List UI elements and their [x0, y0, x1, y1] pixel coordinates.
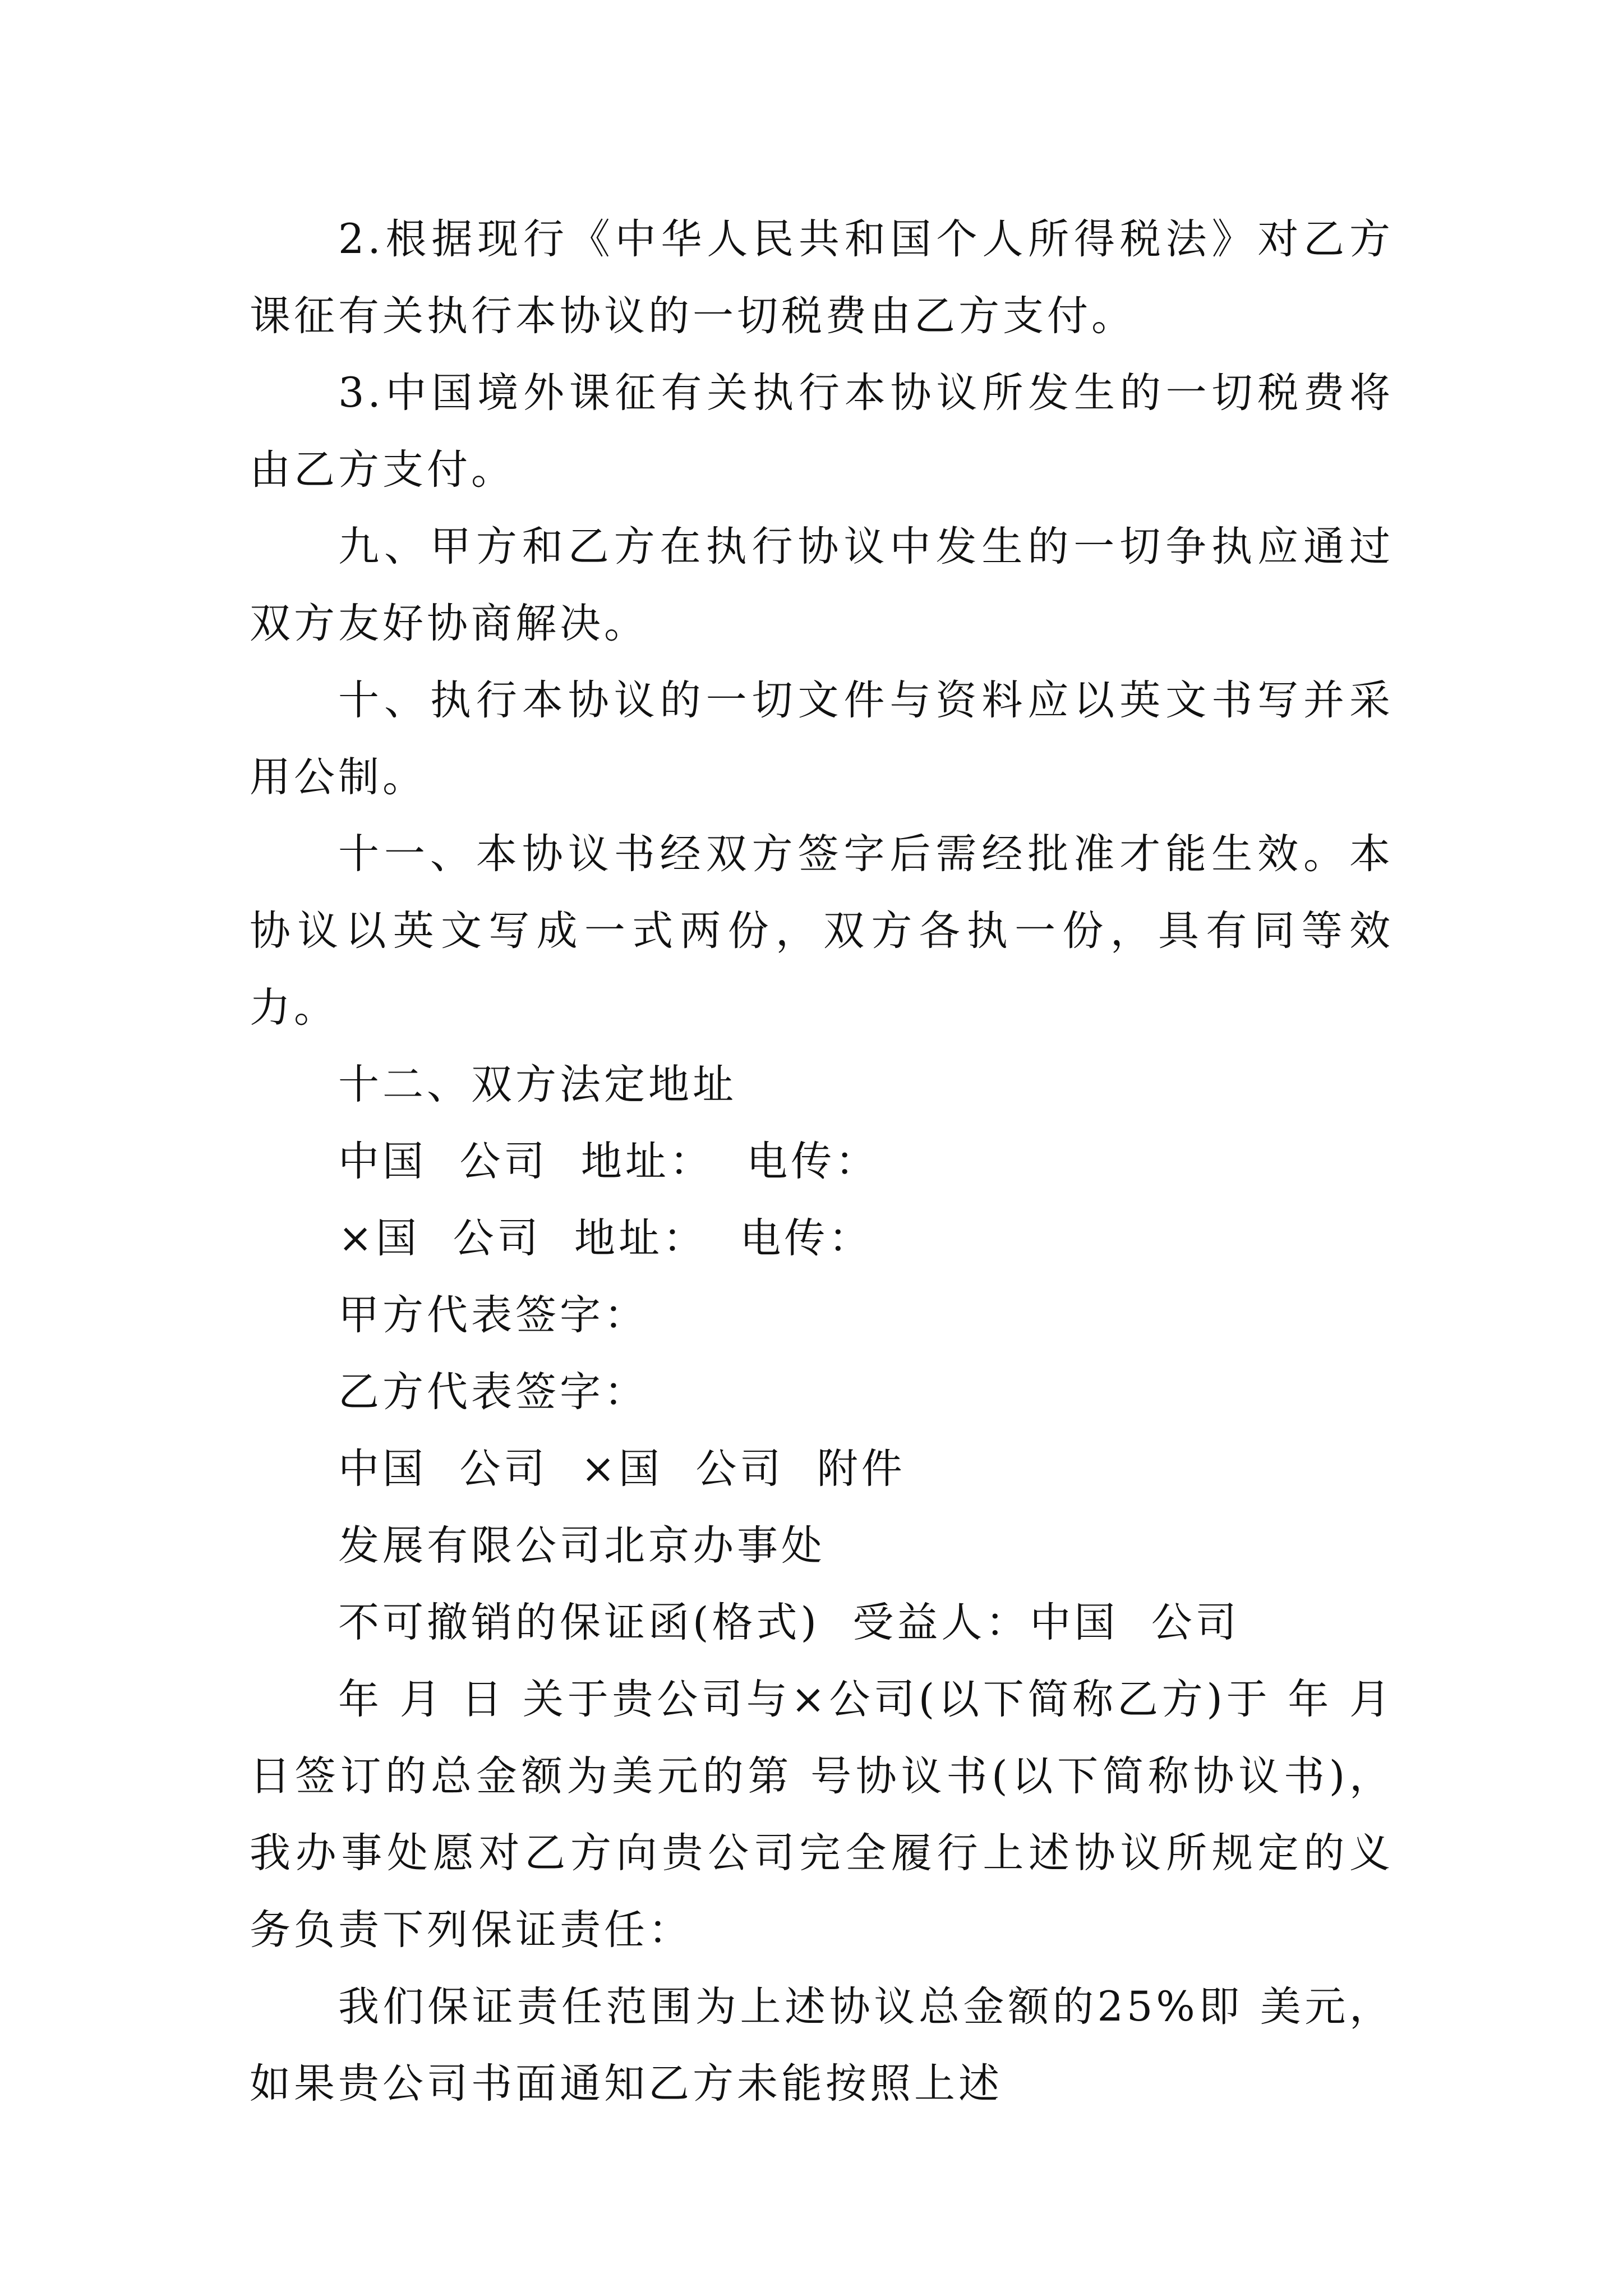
office-line: 发展有限公司北京办事处	[338, 1522, 826, 1570]
paragraph-effectiveness: 十一、本协议书经双方签字后需经批准才能生效。本协议以英文写成一式两份，双方各执一份，具有同等效力。	[250, 830, 1394, 1032]
attachment-line: 中国 公司 ×国 公司 附件	[338, 1445, 906, 1493]
guarantee-body-1: 年 月 日 关于贵公司与×公司(以下简称乙方)于 年 月 日签订的总金额为美元的第 号协议书(以下简称协议书)，我办事处愿对乙方向贵公司完全履行上述协议所规定的义务负责下列保证责任：	[250, 1676, 1394, 1954]
document-body	[250, 201, 1394, 2122]
address-china: 中国 公司 地址： 电传：	[338, 1138, 880, 1185]
address-heading: 十二、双方法定地址	[338, 1061, 737, 1108]
paragraph-dispute: 九、甲方和乙方在执行协议中发生的一切争执应通过双方友好协商解决。	[250, 523, 1394, 647]
signature-party-b: 乙方代表签字：	[338, 1368, 648, 1416]
paragraph-tax-overseas: 3.中国境外课征有关执行本协议所发生的一切税费将由乙方支付。	[250, 369, 1394, 494]
paragraph-language: 十、执行本协议的一切文件与资料应以英文书写并采用公制。	[250, 677, 1394, 801]
paragraph-tax-personal: 2.根据现行《中华人民共和国个人所得税法》对乙方课征有关执行本协议的一切税费由乙方支付。	[250, 215, 1394, 340]
signature-party-a: 甲方代表签字：	[338, 1291, 648, 1339]
address-foreign: ×国 公司 地址： 电传：	[338, 1214, 873, 1262]
guarantee-body-2: 我们保证责任范围为上述协议总金额的25%即 美元，如果贵公司书面通知乙方未能按照上述	[250, 1983, 1394, 2108]
guarantee-title: 不可撤销的保证函(格式) 受益人：中国 公司	[338, 1599, 1240, 1646]
